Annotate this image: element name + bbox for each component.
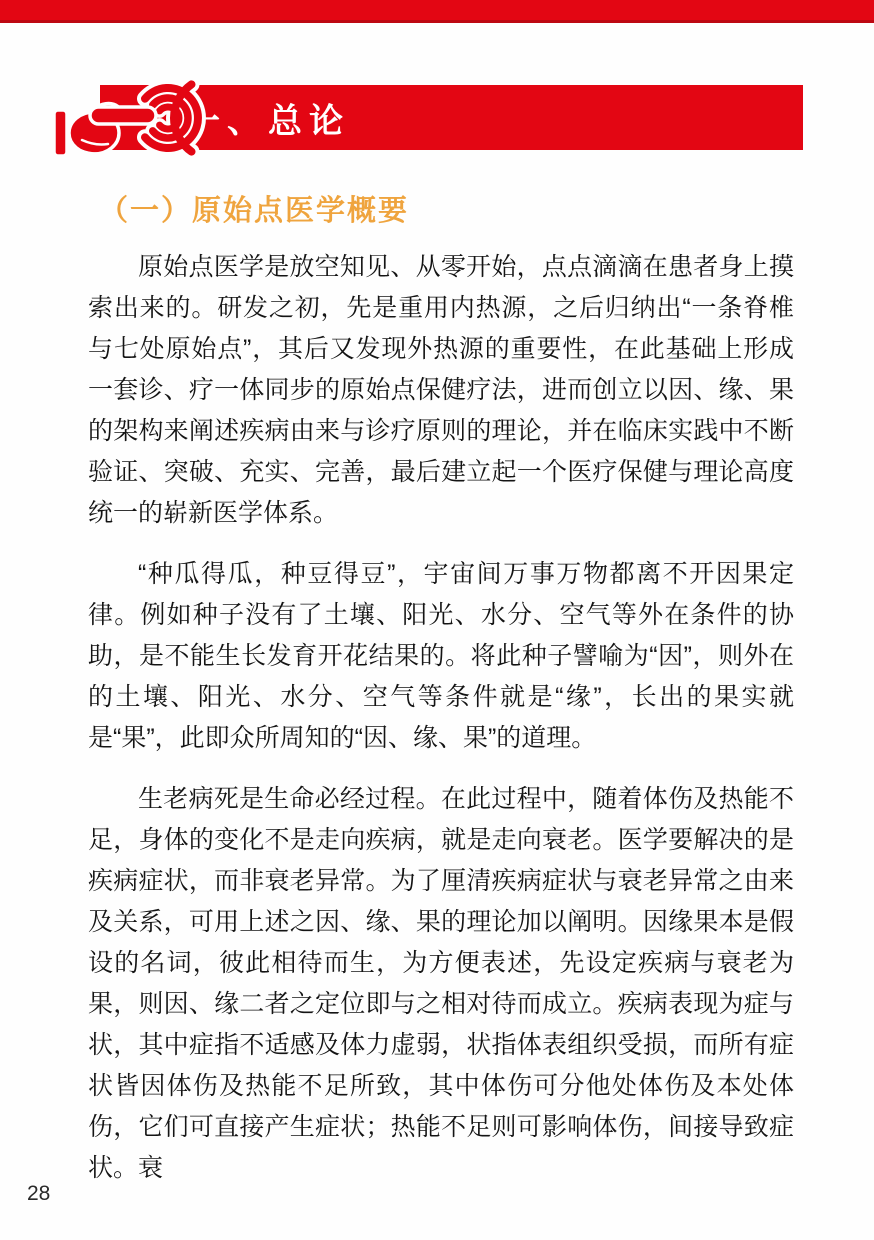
paragraph-2: “种瓜得瓜，种豆得豆”，宇宙间万事万物都离不开因果定律。例如种子没有了土壤、阳光、水分、空气等外在条件的协助，是不能生长发育开花结果的。将此种子譬喻为“因”，则外在的土壤、阳光、水分、空气等条件就是“缘”，长出的果实就是“果”，此即众所周知的“因、缘、果”的道理。 xyxy=(88,560,794,752)
top-red-bar xyxy=(0,0,874,23)
paragraph-1: 原始点医学是放空知见、从零开始，点点滴滴在患者身上摸索出来的。研发之初，先是重用内热源，之后归纳出“一条脊椎与七处原始点”，其后又发现外热源的重要性，在此基础上形成一套诊、疗一体同步的原始点保健疗法，进而创立以因、缘、果的架构来阐述疾病由来与诊疗原则的理论，并在临床实践中不断验证、突破、充实、完善，最后建立起一个医疗保健与理论高度统一的崭新医学体系。 xyxy=(88,253,794,527)
page-number: 28 xyxy=(27,1182,51,1205)
body-text xyxy=(88,247,794,1209)
chapter-title: 一、总论 xyxy=(186,102,350,140)
paragraph-3: 生老病死是生命必经过程。在此过程中，随着体伤及热能不足，身体的变化不是走向疾病，就是走向衰老。医学要解决的是疾病症状，而非衰老异常。为了厘清疾病症状与衰老异常之由来及关系，可用上述之因、缘、果的理论加以阐明。因缘果本是假设的名词，彼此相待而生，为方便表述，先设定疾病与衰老为果，则因、缘二者之定位即与之相对待而成立。疾病表现为症与状，其中症指不适感及体力虚弱，状指体表组织受损，而所有症状皆因体伤及热能不足所致，其中体伤可分他处体伤及本处体伤，它们可直接产生症状；热能不足则可影响体伤，间接导致症状。衰 xyxy=(88,785,794,1182)
pointing-hand-pressure-point-icon xyxy=(50,80,225,180)
section-heading: （一）原始点医学概要 xyxy=(99,195,410,227)
